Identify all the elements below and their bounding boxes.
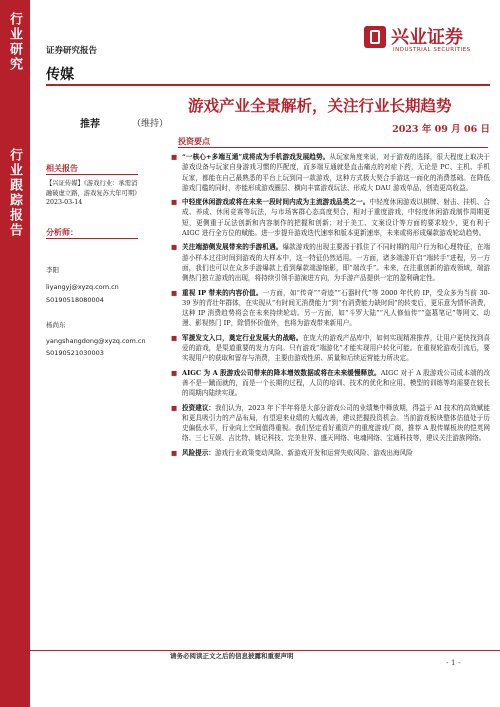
- analyst-label: 分析师：: [46, 228, 78, 237]
- key-point-heading: “一核心+多端互通”成将成为手机游戏发展趋势。: [182, 153, 330, 161]
- key-point: [170, 197, 490, 238]
- key-point-heading: 重视 IP 带来的内容价值。: [182, 288, 263, 297]
- key-point: [170, 242, 490, 283]
- bullet-icon: ■: [171, 243, 178, 252]
- key-point-text: 在庞大的游戏产品库中，如何实现精准推荐，让用户更快找到喜爱的游戏，是渠道重要的发力方向。只有游戏“端游化”才能实现用户转化可能。在重视轮游戏引流后，要实现用户的获取和留存与消费，主要由游戏性质、质量和后续运营能力所决定。: [182, 333, 490, 363]
- bullet-icon: ■: [171, 198, 178, 207]
- page-number: - 1 -: [446, 658, 461, 667]
- key-point-text: 游戏行业政策变动风险、新游戏开发和运营失败风险、游戏出海风险: [214, 448, 413, 457]
- disclaimer-text: 请务必阅读正文之后的信息披露和重要声明: [170, 652, 294, 660]
- key-point-heading: 风险提示：: [182, 448, 215, 457]
- analyst-cert: S0190518080004: [46, 296, 104, 304]
- bullet-icon: ■: [171, 153, 178, 161]
- key-point-heading: 军援发文入口，奠定行业发展大的战略。: [182, 333, 303, 342]
- key-point-heading: 投资建议：: [182, 403, 216, 412]
- strip-category: 行业研究: [7, 12, 22, 72]
- analyst-name: 杨尚东: [46, 321, 66, 329]
- related-report-link[interactable]: 【兴证传媒】《游戏行业：承需消融破虚立路，游戏复苏大年可期》2023-03-14: [46, 180, 141, 206]
- rating-status: （维持）: [132, 119, 169, 129]
- report-date: 2023 年 09 月 06 日: [392, 124, 490, 135]
- analyst-email[interactable]: yangshangdong@xyzq.com.cn: [46, 337, 146, 345]
- related-reports-title: 相关报告: [46, 164, 78, 173]
- key-point: [170, 152, 490, 193]
- left-red-strip: [0, 0, 30, 707]
- analyst-cert: S0190521030003: [46, 349, 104, 357]
- key-point-heading: 中轻度休闲游戏或将在未来一段时间内成为主流游戏品类之一。: [182, 198, 370, 207]
- key-points-list: [170, 152, 490, 462]
- bullet-icon: ■: [171, 288, 178, 297]
- key-points-divider: [178, 147, 488, 148]
- key-point-text: 爆款游戏的出现主要源于抓住了不同时期的用户行为和心理特征，在端游小样本过往时间到游戏的大样本中，这一特征仍然适用。一方面，诸多端游开启“端转手”进程，另一方面，我们也可以在众多手游爆款上看到爆款端游缩影，即“端改手”。未来，在注重创新的游戏领域，端游侧热门独立游戏的出现，将持续引领手游演进方向，为手游产品提供一定的盈利确定性。: [182, 243, 490, 283]
- key-point-text: 我们认为，2023 年下半年将是大部分游戏公司的业绩集中释放期，得益于 AI 技术的高效赋能和更具吸引力的产品布局，有望迎来业绩的大幅改善，建议把握投资机会。当前游戏板块整体估值处于历史偏低水平，行业向上空间值得重视。我们坚定看好重资产的重度游戏厂商，推荐 A 股传媒板块的恺英网络、三七互娱、吉比特、姚记科技、完美世界、盛天网络、电魂网络、宝通科技等，建议关注游族网络。: [182, 403, 491, 443]
- rating-label: 推荐: [80, 119, 100, 130]
- analyst-name: 李阳: [46, 266, 59, 274]
- bullet-icon: ■: [171, 403, 178, 412]
- key-point-text: 一方面，如“传奇”“奇迹”“石器时代”等 2000 年代的 IP，受众多为当前 30-39 岁的青壮年群体，在实现从“有时间无消费能力”到“有消费能力缺时间”的转变后，更乐意为情怀消费，这种 IP 消费趋势将会在未来持续轮动。另一方面，如“斗罗大陆”“凡人修仙传”“盗墓笔记”等网文、动漫、影视热门 IP，除情怀价值外，也将为游戏带来新用户。: [182, 288, 490, 328]
- analyst-email[interactable]: liyangyj@xyzq.com.cn: [46, 283, 119, 291]
- related-divider: [46, 174, 138, 175]
- key-point: [170, 368, 490, 399]
- key-points-title: 投资要点: [178, 137, 210, 146]
- key-point: [170, 403, 490, 444]
- bullet-icon: ■: [171, 448, 178, 457]
- key-point: [170, 448, 490, 458]
- bullet-icon: ■: [171, 368, 178, 377]
- logo-subtitle: INDUSTRIAL SECURITIES: [393, 47, 471, 53]
- analyst-divider: [46, 238, 138, 239]
- industry-label: 传媒: [46, 67, 74, 83]
- logo-icon: [364, 26, 386, 48]
- key-point-text: 中轻度休闲游戏以棋牌、射击、挂机、合成、养成、休闲竞赛等玩法，与市场客群心态高度契合，相对于重度游戏，中轻度休闲游戏制作周期更短，更侧重于玩法创新和内容制作的把握和创新；对于美工、文案设计等方面的要求较少，更有利于 AIGC 进行全方位的赋能。进一步提升游戏迭代速率和版本更新速率，未来或将形成爆款游戏轮动趋势。: [182, 198, 491, 238]
- key-point: [170, 333, 490, 364]
- report-type-label: 证券研究报告: [46, 46, 98, 56]
- bullet-icon: ■: [171, 333, 178, 342]
- strip-report-type: 行业跟踪报告: [7, 148, 22, 238]
- key-point-text: AIGC 对于 A 股游戏公司成本端的改善不是一蹴而就的，而是一个长期的过程，人员的培训、技术的优化和应用、模型的训练等均需要在较长的周期内陆续实现。: [182, 368, 490, 398]
- header-divider: [46, 84, 490, 86]
- logo-name: 兴业证券: [391, 27, 463, 48]
- key-point-heading: AIGC 为 A 股游戏公司带来的降本增效数据或将在未来缓慢释放。: [182, 368, 381, 377]
- key-point-heading: 关注端游侧发展带来的手游机遇。: [182, 243, 283, 252]
- key-point: [170, 288, 490, 329]
- report-title: 游戏产业全景解析，关注行业长期趋势: [188, 97, 452, 115]
- key-point-text: 从玩家角度来说，对于游戏的选择，很大程度上取决于游戏设备与玩家自身游戏习惯的匹配度，而多端互通就是直击痛点的对症下药，无论是 PC、主机、手机玩家，都能在自己最熟悉的平台上玩到同一款游戏，这种方式极大契合手游这一面化的消费基础。在降低游戏门槛的同时，亦能形成游戏圈层、横向丰富游戏玩法、形成大 DAU 游戏单品，创造更高收益。: [182, 153, 491, 192]
